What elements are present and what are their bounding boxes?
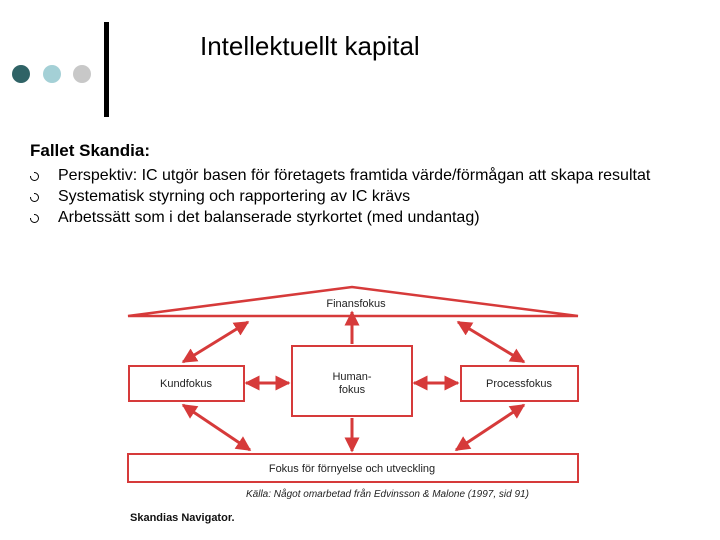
finance-label: Finansfokus [326,298,386,310]
source-note: Källa: Något omarbetad från Edvinsson & Malone (1997, sid 91) [246,489,529,500]
arrow-customer-renewal [183,405,250,450]
bullet-text: Perspektiv: IC utgör basen för företagets framtida värde/förmågan att skapa resultat [58,167,651,184]
bullet-text: Systematisk styrning och rapportering av IC krävs [58,188,411,205]
customer-label: Kundfokus [160,378,212,390]
slide-title: Intellektuellt kapital [200,31,420,61]
case-heading: Fallet Skandia: [30,141,150,160]
bullet-text: Arbetssätt som i det balanserade styrkortet (med undantag) [58,209,480,226]
arrow-process-renewal [456,405,524,450]
arrow-process-finance [458,322,524,362]
renewal-label: Fokus för förnyelse och utveckling [268,463,436,475]
arrow-customer-finance [183,322,248,362]
human-label-line2: fokus [338,384,366,396]
process-label: Processfokus [485,378,553,390]
human-label-line1: Human- [332,371,372,383]
diagram-caption: Skandias Navigator. [130,512,235,524]
